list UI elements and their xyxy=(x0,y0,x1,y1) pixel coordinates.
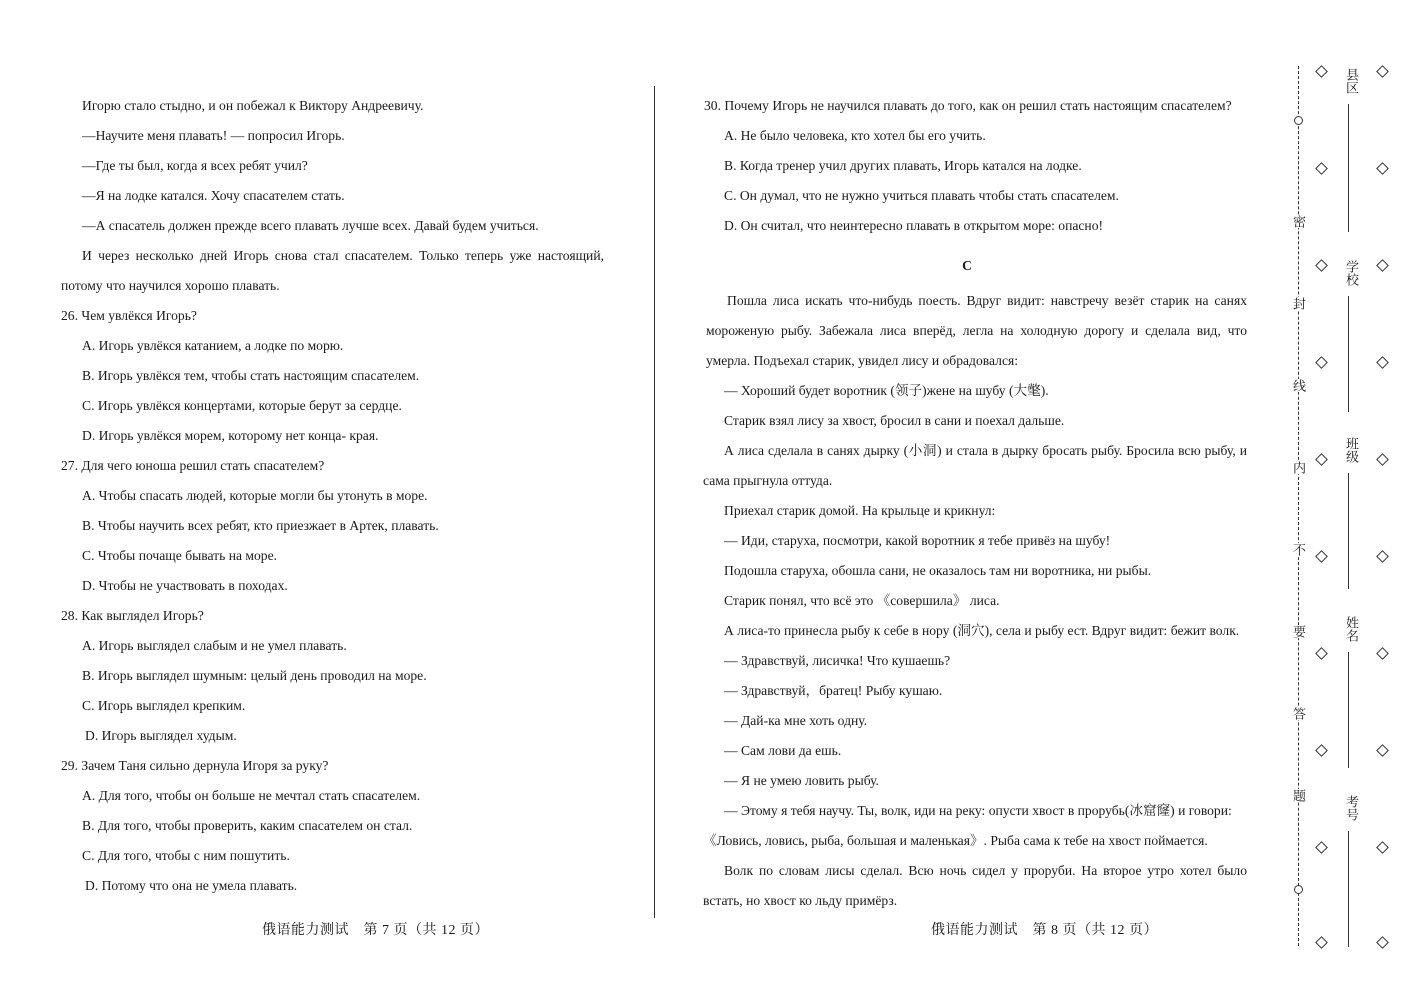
question-29: 29. Зачем Таня сильно дернула Игоря за руку? xyxy=(61,758,329,773)
question-28: 28. Как выглядел Игорь? xyxy=(61,608,204,623)
diamond-icon xyxy=(1315,841,1328,854)
option-29-a: A. Для того, чтобы он больше не мечтал стать спасателем. xyxy=(82,788,421,803)
question-26: 26. Чем увлёкся Игорь? xyxy=(61,308,197,323)
story-line: Игорю стало стыдно, и он побежал к Виктору Андреевичу. xyxy=(82,98,424,113)
story-line: Пошла лиса искать что-нибудь поесть. Вдруг видит: навстречу везёт старик на санях xyxy=(727,293,1247,308)
story-line: А лиса сделала в санях дырку (小洞) и стала в дырку бросать рыбу. Бросила всю рыбу, и xyxy=(724,443,1247,458)
page-7 xyxy=(0,0,650,1006)
story-line: —Я на лодке катался. Хочу спасателем стать. xyxy=(82,188,345,203)
option-30-a: A. Не было человека, кто хотел бы его учить. xyxy=(724,128,986,143)
seal-char: 不 xyxy=(1291,543,1306,556)
story-line: —Где ты был, когда я всех ребят учил? xyxy=(82,158,308,173)
option-28-a: A. Игорь выглядел слабым и не умел плавать. xyxy=(82,638,347,653)
story-line: 《Ловись, ловись, рыба, большая и маленькая》. Рыба сама к тебе на хвост поймается. xyxy=(703,833,1208,848)
diamond-icon xyxy=(1315,744,1328,757)
story-line: И через несколько дней Игорь снова стал спасателем. Только теперь уже настоящий, xyxy=(82,248,604,263)
seal-char: 答 xyxy=(1291,707,1306,720)
field-line-district[interactable] xyxy=(1348,104,1349,232)
story-line: Старик понял, что всё это 《совершила》 лиса. xyxy=(724,593,1000,608)
binding-ring-icon xyxy=(1294,116,1303,125)
story-line: — Дай-ка мне хоть одну. xyxy=(724,713,868,728)
field-line-school[interactable] xyxy=(1348,296,1349,412)
diamond-icon xyxy=(1376,744,1389,757)
section-heading: C xyxy=(962,258,972,273)
option-29-d: D. Потому что она не умела плавать. xyxy=(85,878,298,893)
field-label-school: 学校 xyxy=(1344,260,1359,286)
diamond-icon xyxy=(1315,550,1328,563)
page-footer: 俄语能力测试 第 7 页（共 12 页） xyxy=(262,923,489,938)
option-26-a: A. Игорь увлёкся катанием, а лодке по морю. xyxy=(82,338,344,353)
field-line-name[interactable] xyxy=(1348,652,1349,768)
seal-char: 封 xyxy=(1291,297,1306,310)
story-line: Приехал старик домой. На крыльце и крикнул: xyxy=(724,503,996,518)
field-label-district: 县区 xyxy=(1344,68,1359,94)
diamond-icon xyxy=(1376,936,1389,949)
story-line: — Этому я тебя научу. Ты, волк, иди на реку: опусти хвост в прорубь(冰窟窿) и говори: xyxy=(724,803,1232,818)
diamond-icon xyxy=(1315,936,1328,949)
field-label-exam-number: 考号 xyxy=(1344,795,1359,821)
story-line: —Научите меня плавать! — попросил Игорь. xyxy=(82,128,345,143)
option-30-c: C. Он думал, что не нужно учиться плавать чтобы стать спасателем. xyxy=(724,188,1119,203)
diamond-icon xyxy=(1315,65,1328,78)
diamond-icon xyxy=(1376,162,1389,175)
diamond-icon xyxy=(1376,453,1389,466)
seal-char: 内 xyxy=(1291,461,1306,474)
option-29-b: B. Для того, чтобы проверить, каким спасателем он стал. xyxy=(82,818,413,833)
diamond-icon xyxy=(1315,259,1328,272)
field-line-class[interactable] xyxy=(1348,473,1349,589)
option-27-b: B. Чтобы научить всех ребят, кто приезжает в Артек, плавать. xyxy=(82,518,439,533)
page-8 xyxy=(660,0,1280,1006)
story-line: потому что научился хорошо плавать. xyxy=(61,278,280,293)
diamond-icon xyxy=(1315,356,1328,369)
option-27-c: C. Чтобы почаще бывать на море. xyxy=(82,548,278,563)
option-27-d: D. Чтобы не участвовать в походах. xyxy=(82,578,288,593)
story-line: — Здравствуй，братец! Рыбу кушаю. xyxy=(724,683,943,698)
option-26-c: C. Игорь увлёкся концертами, которые берут за сердце. xyxy=(82,398,402,413)
option-28-b: B. Игорь выглядел шумным: целый день проводил на море. xyxy=(82,668,427,683)
option-30-d: D. Он считал, что неинтересно плавать в открытом море: опасно! xyxy=(724,218,1104,233)
option-28-c: C. Игорь выглядел крепким. xyxy=(82,698,246,713)
diamond-icon xyxy=(1376,647,1389,660)
diamond-icon xyxy=(1315,453,1328,466)
diamond-icon xyxy=(1376,550,1389,563)
seal-char: 要 xyxy=(1291,625,1306,638)
option-30-b: B. Когда тренер учил других плавать, Игорь катался на лодке. xyxy=(724,158,1082,173)
diamond-icon xyxy=(1376,65,1389,78)
story-line: встать, но хвост ко льду примёрз. xyxy=(703,893,898,908)
story-line: Волк по словам лисы сделал. Всю ночь сидел у проруби. На второе утро хотел было xyxy=(724,863,1247,878)
story-line: —А спасатель должен прежде всего плавать лучше всех. Давай будем учиться. xyxy=(82,218,539,233)
question-30: 30. Почему Игорь не научился плавать до того, как он решил стать настоящим спасателем? xyxy=(704,98,1232,113)
diamond-icon xyxy=(1376,259,1389,272)
story-line: умерла. Подъехал старик, увидел лису и обрадовался: xyxy=(706,353,1019,368)
option-26-b: B. Игорь увлёкся тем, чтобы стать настоящим спасателем. xyxy=(82,368,420,383)
option-26-d: D. Игорь увлёкся морем, которому нет конца- края. xyxy=(82,428,379,443)
binding-dashed-line xyxy=(1298,66,1299,946)
option-28-d: D. Игорь выглядел худым. xyxy=(85,728,237,743)
story-line: Подошла старуха, обошла сани, не оказалось там ни воротника, ни рыбы. xyxy=(724,563,1152,578)
page-divider xyxy=(654,86,655,918)
binding-ring-icon xyxy=(1294,885,1303,894)
option-29-c: C. Для того, чтобы с ним пошутить. xyxy=(82,848,290,863)
diamond-icon xyxy=(1315,162,1328,175)
option-27-a: A. Чтобы спасать людей, которые могли бы утонуть в море. xyxy=(82,488,428,503)
field-label-class: 班级 xyxy=(1344,437,1359,463)
story-line: — Хороший будет воротник (领子)жене на шубу (大氅). xyxy=(724,383,1049,398)
story-line: — Здравствуй, лисичка! Что кушаешь? xyxy=(724,653,951,668)
seal-char: 线 xyxy=(1291,379,1306,392)
story-line: — Сам лови да ешь. xyxy=(724,743,842,758)
diamond-icon xyxy=(1376,356,1389,369)
field-line-exam-number[interactable] xyxy=(1348,831,1349,947)
story-line: Старик взял лису за хвост, бросил в сани и поехал дальше. xyxy=(724,413,1065,428)
story-line: — Иди, старуха, посмотри, какой воротник я тебе привёз на шубу! xyxy=(724,533,1111,548)
story-line: — Я не умею ловить рыбу. xyxy=(724,773,879,788)
seal-char: 题 xyxy=(1291,789,1306,802)
binding-strip xyxy=(1282,0,1422,1006)
seal-char: 密 xyxy=(1291,215,1306,228)
story-line: сама прыгнула оттуда. xyxy=(703,473,833,488)
diamond-icon xyxy=(1315,647,1328,660)
diamond-icon xyxy=(1376,841,1389,854)
story-line: мороженую рыбу. Забежала лиса вперёд, легла на холодную дорогу и сделала вид, что xyxy=(706,323,1247,338)
page-footer: 俄语能力测试 第 8 页（共 12 页） xyxy=(931,923,1158,938)
field-label-name: 姓名 xyxy=(1344,616,1359,642)
question-27: 27. Для чего юноша решил стать спасателем? xyxy=(61,458,325,473)
story-line: А лиса-то принесла рыбу к себе в нору (洞穴), села и рыбу ест. Вдруг видит: бежит волк. xyxy=(724,623,1240,638)
